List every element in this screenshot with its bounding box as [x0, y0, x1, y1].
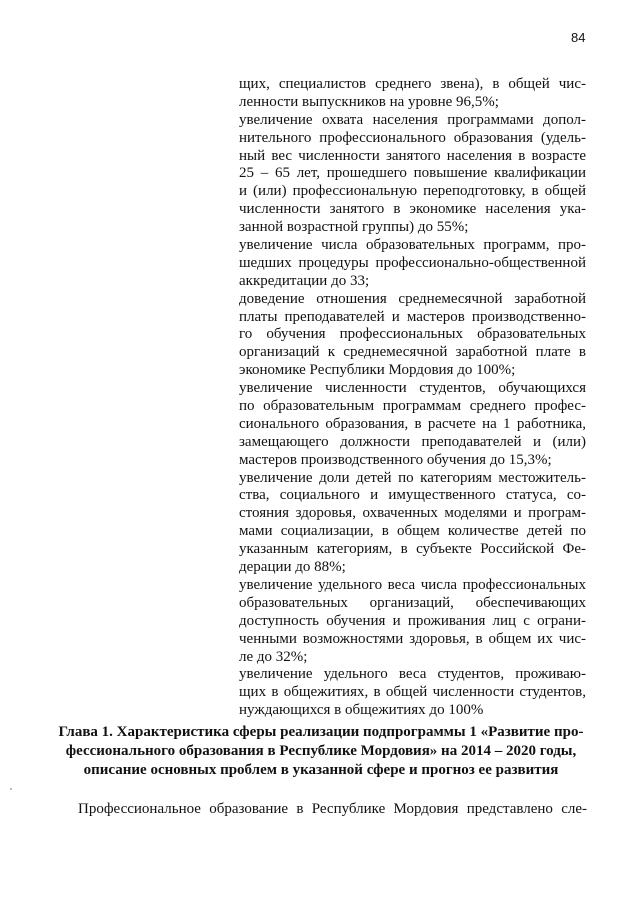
- list-line: стояния здоровья, охваченных моделями и програм-: [239, 505, 586, 522]
- list-line: ле до 32%;: [239, 648, 308, 665]
- list-line: организаций к среднемесячной заработной плате в: [239, 344, 586, 361]
- list-line: увеличение доли детей по категориям местожитель-: [239, 469, 586, 486]
- list-line: увеличение численности студентов, обучающихся: [239, 380, 586, 397]
- body-paragraph: Профессиональное образование в Республике Мордовия представлено сле-: [78, 801, 587, 817]
- list-line: мастеров производственного обучения до 15,3%;: [239, 451, 552, 468]
- list-line: нительного профессионального образования (удель-: [239, 129, 586, 146]
- list-line: сионального образования, в расчете на 1 работника,: [239, 415, 586, 432]
- list-line: занной возрастной группы) до 55%;: [239, 219, 469, 236]
- list-line: го обучения профессиональных образовательных: [239, 326, 586, 343]
- list-line: доступность обучения и проживания лиц с ограни-: [239, 612, 586, 629]
- list-line: ства, социального и имущественного статуса, со-: [239, 487, 586, 504]
- list-line: 25 – 65 лет, прошедшего повышение квалификации: [239, 165, 586, 182]
- list-line: и (или) профессиональную переподготовку, в общей: [239, 183, 586, 200]
- list-line: замещающего должности преподавателей и (или): [239, 433, 586, 450]
- list-line: ный вес численности занятого населения в возрасте: [239, 147, 586, 164]
- list-line: увеличение удельного веса числа профессиональных: [239, 576, 586, 593]
- list-line: аккредитации до 33;: [239, 272, 370, 289]
- list-line: ленности выпускников на уровне 96,5%;: [239, 93, 499, 110]
- chapter-heading: [40, 723, 602, 780]
- list-line: ченными возможностями здоровья, в общем их чис-: [239, 630, 586, 647]
- chapter-heading-line: Глава 1. Характеристика сферы реализации подпрограммы 1 «Развитие про-: [58, 724, 584, 740]
- list-line: по образовательным программам среднего профес-: [239, 398, 586, 415]
- list-line: увеличение удельного веса студентов, проживаю-: [239, 666, 586, 683]
- list-line: щих, специалистов среднего звена), в общей чис-: [239, 76, 586, 92]
- list-line: доведение отношения среднемесячной заработной: [239, 290, 586, 307]
- scan-speck: [10, 788, 12, 790]
- list-line: нуждающихся в общежитиях до 100%: [239, 702, 484, 719]
- chapter-heading-line: фессионального образования в Республике Мордовия» на 2014 – 2020 годы,: [65, 743, 577, 759]
- chapter-heading-line: описание основных проблем в указанной сфере и прогноз ее развития: [83, 762, 559, 778]
- list-line: щих в общежитиях, в общей численности студентов,: [239, 684, 586, 701]
- list-line: экономике Республики Мордовия до 100%;: [239, 362, 516, 379]
- list-line: шедших процедуры профессионально-общественной: [239, 254, 586, 271]
- list-line: образовательных организаций, обеспечивающих: [239, 594, 586, 611]
- list-line: платы преподавателей и мастеров производственно-: [239, 308, 586, 325]
- list-line: дерации до 88%;: [239, 559, 346, 576]
- list-line: увеличение числа образовательных программ, про-: [239, 237, 586, 254]
- list-line: мами социализации, в общем количестве детей по: [239, 523, 586, 540]
- goals-list: [239, 76, 586, 720]
- list-line: численности занятого в экономике населения ука-: [239, 201, 586, 218]
- page-number: 84: [571, 30, 586, 45]
- list-line: увеличение охвата населения программами допол-: [239, 111, 586, 128]
- list-line: указанным категориям, в субъекте Российской Фе-: [239, 541, 586, 558]
